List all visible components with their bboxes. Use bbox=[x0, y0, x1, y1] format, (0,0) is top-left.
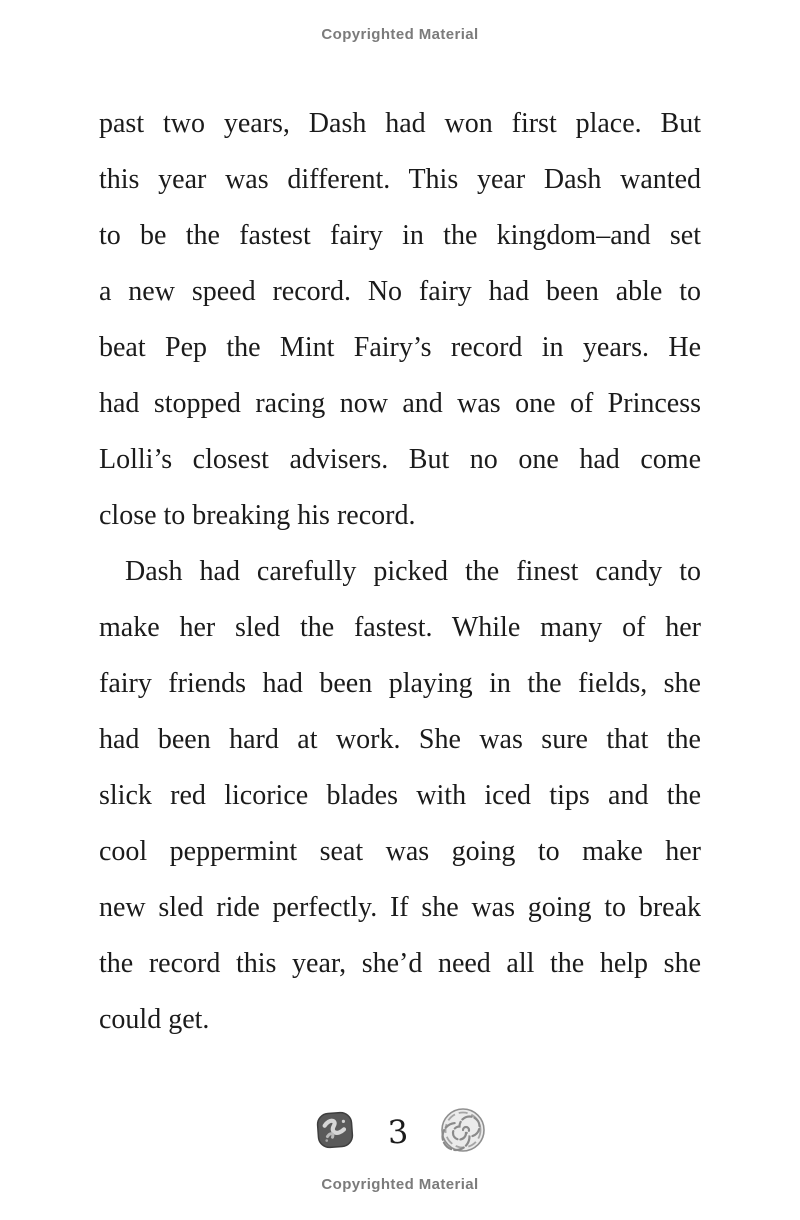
text-line: had stopped racing now and was one of Princess bbox=[99, 388, 701, 419]
text-line: new sled ride perfectly. If she was going to break bbox=[99, 892, 701, 923]
copyright-notice-bottom: Copyrighted Material bbox=[321, 1176, 479, 1193]
page-footer bbox=[0, 1106, 800, 1158]
text-line-paragraph-start: Dash had carefully picked the finest candy to bbox=[125, 556, 701, 587]
text-line: slick red licorice blades with iced tips and the bbox=[99, 780, 701, 811]
text-line: beat Pep the Mint Fairy’s record in years. He bbox=[99, 332, 701, 363]
copyright-notice-top: Copyrighted Material bbox=[321, 26, 479, 43]
text-line-paragraph-end: close to breaking his record. bbox=[99, 500, 416, 531]
text-line: fairy friends had been playing in the fields, she bbox=[99, 668, 701, 699]
text-line: to be the fastest fairy in the kingdom–and set bbox=[99, 220, 701, 251]
page-body-text bbox=[99, 96, 701, 1048]
text-line: a new speed record. No fairy had been able to bbox=[99, 276, 701, 307]
text-line: Lolli’s closest advisers. But no one had come bbox=[99, 444, 701, 475]
text-line: cool peppermint seat was going to make her bbox=[99, 836, 701, 867]
text-line-paragraph-end: could get. bbox=[99, 1004, 210, 1035]
text-line: had been hard at work. She was sure that the bbox=[99, 724, 701, 755]
text-line: the record this year, she’d need all the help she bbox=[99, 948, 701, 979]
text-line: make her sled the fastest. While many of her bbox=[99, 612, 701, 643]
page-number: 3 bbox=[386, 1112, 410, 1152]
text-line: this year was different. This year Dash wanted bbox=[99, 164, 701, 195]
text-line: past two years, Dash had won first place. But bbox=[99, 108, 701, 139]
chocolate-candy-icon bbox=[314, 1109, 356, 1156]
peppermint-swirl-icon bbox=[440, 1107, 486, 1158]
